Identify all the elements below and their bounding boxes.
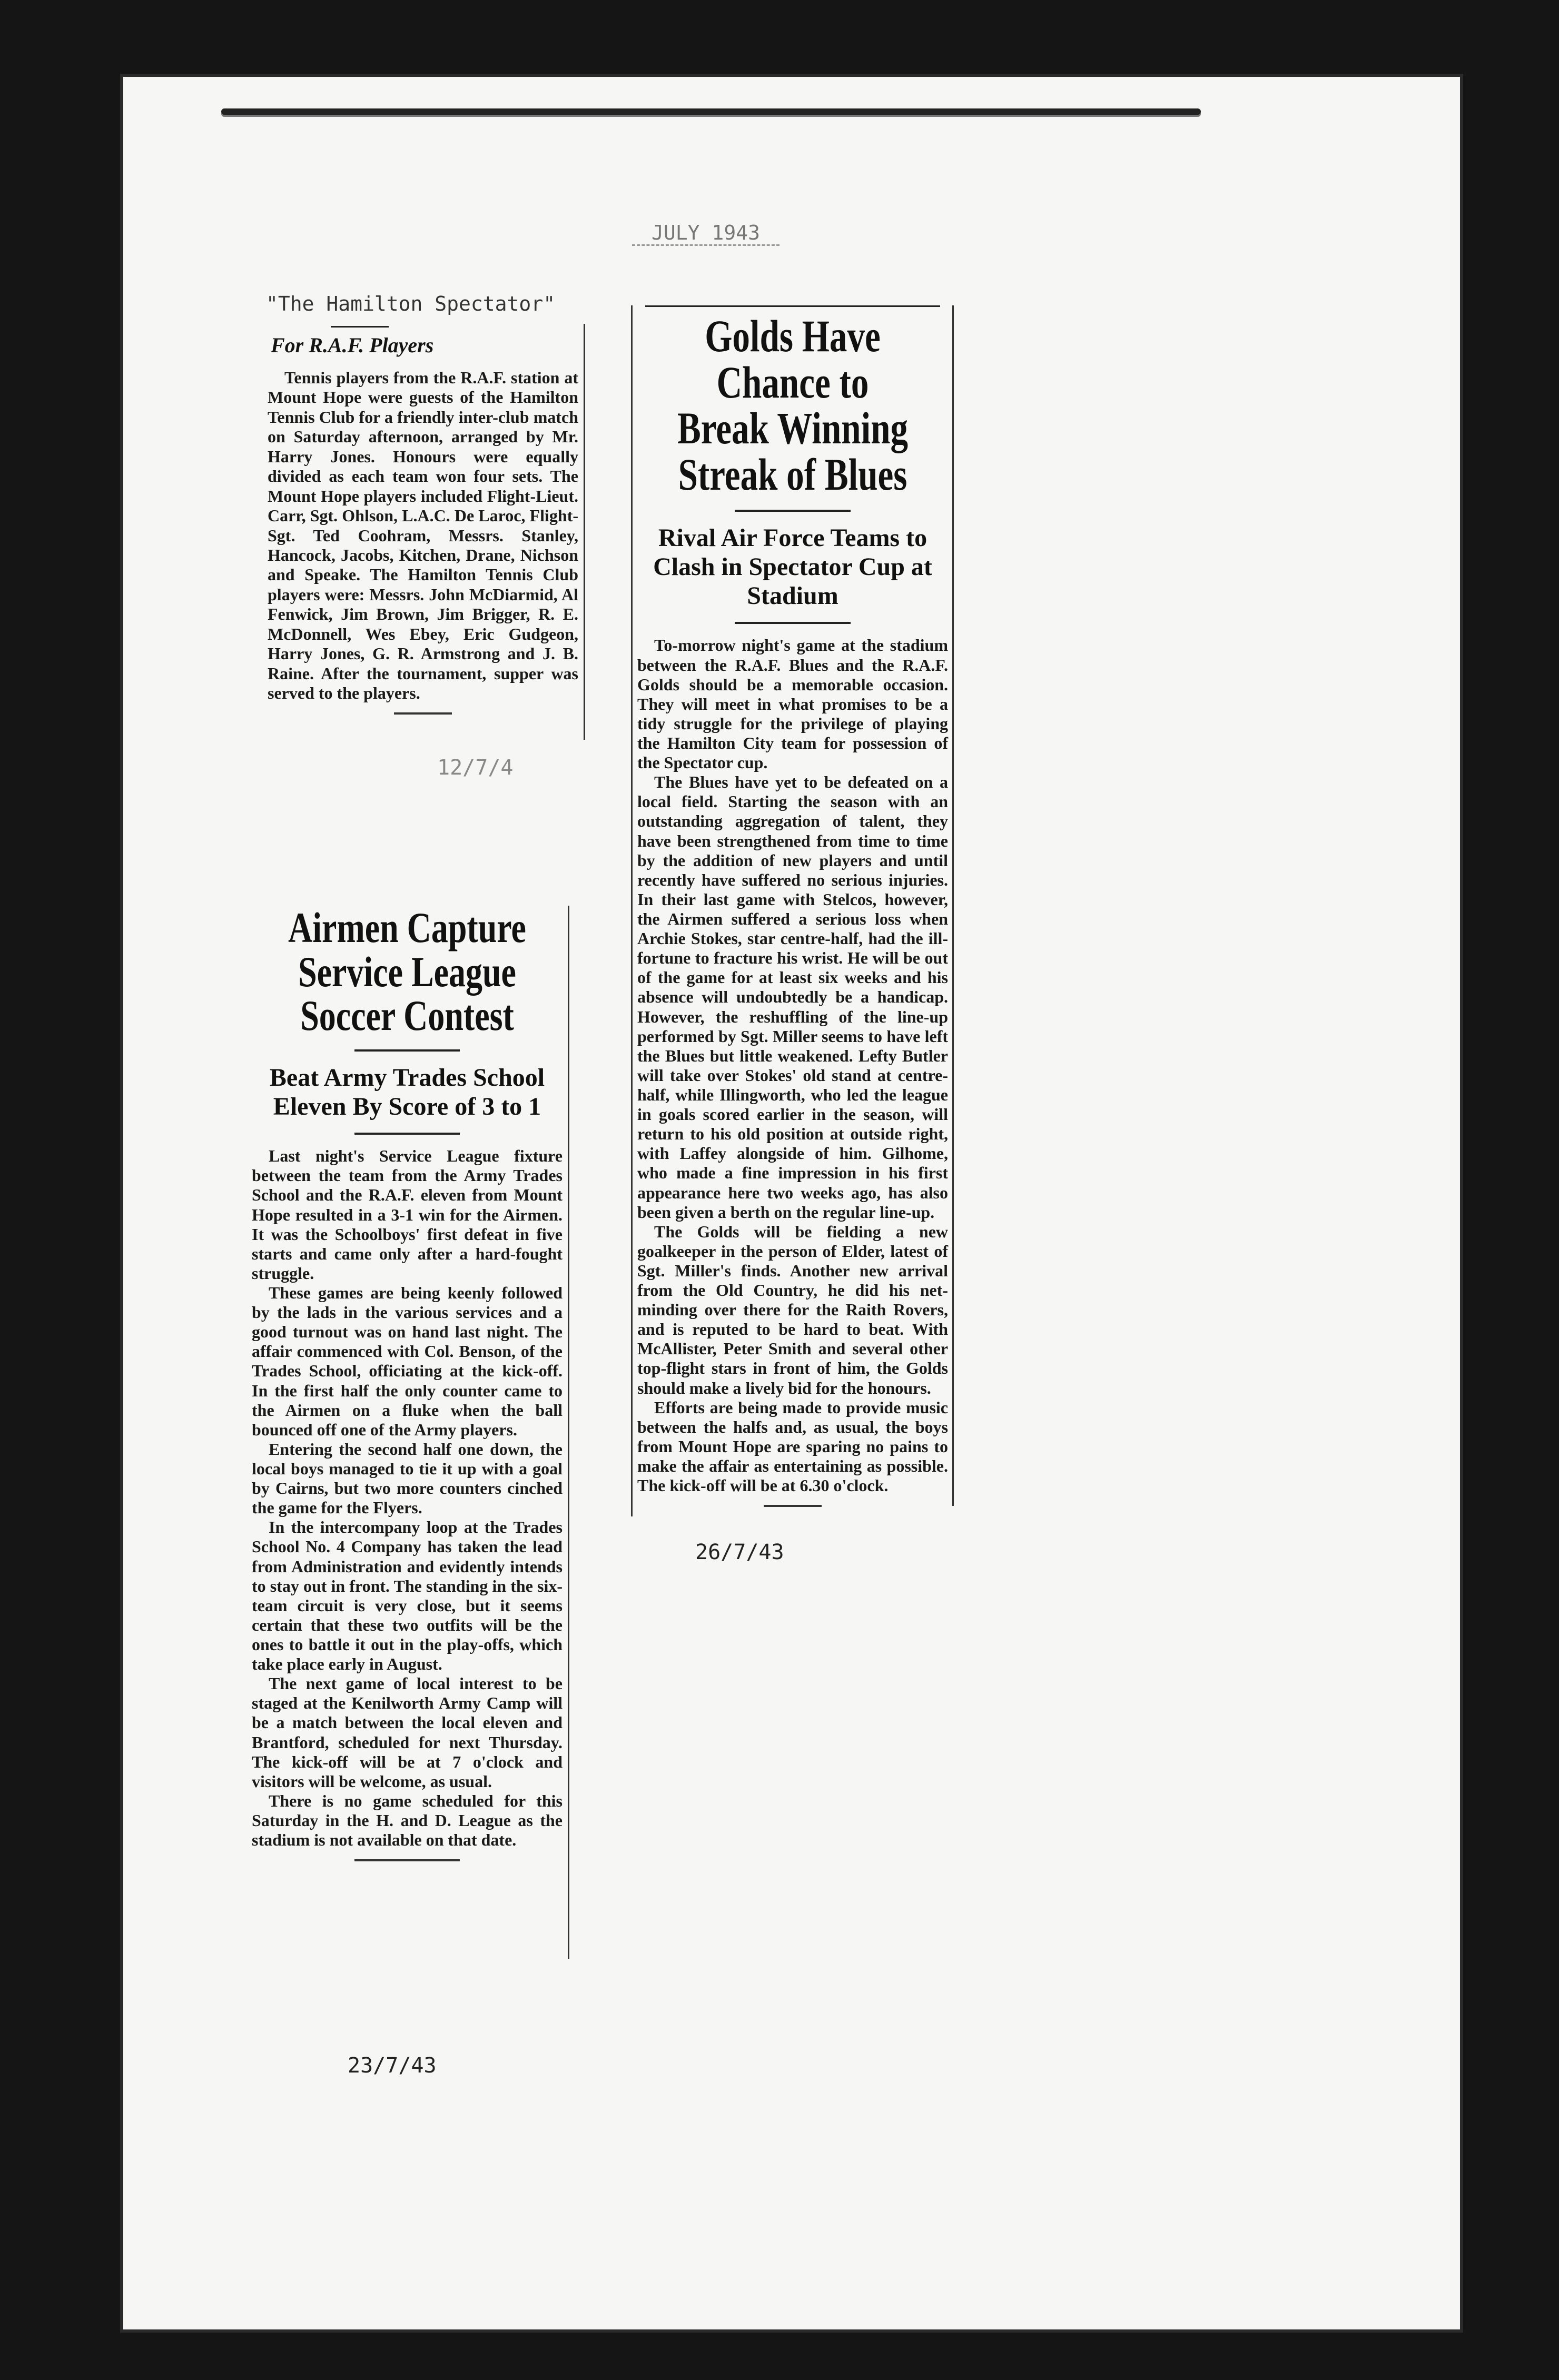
article-paragraph: Efforts are being made to provide music between the halfs and, as usual, the boys from Mount Hope are sparing no pains to make the affair as entertaining as possible. The kick-off will be at 6.30 o'clock. <box>637 1397 948 1495</box>
clipping-kicker: For R.A.F. Players <box>271 333 434 357</box>
article-paragraph: The next game of local interest to be staged at the Kenilworth Army Camp will be a match between the local eleven and Brantford, scheduled for next Thursday. The kick-off will be at 7 o'clock and visitors will be welcome, as usual. <box>252 1674 563 1791</box>
article-body <box>252 1146 563 1850</box>
article-paragraph: In the intercompany loop at the Trades School No. 4 Company has taken the lead from Administration and evidently intends to stay out in front. The standing in the six-team circuit is very close, but it seems certain that these two outfits will be the ones to battle it out in the play-offs, which take place early in August. <box>252 1518 563 1674</box>
clipping-date: 26/7/43 <box>695 1540 784 1564</box>
article-paragraph: To-morrow night's game at the stadium between the R.A.F. Blues and the R.A.F. Golds should be a memorable occasion. They will meet in what promises to be a tidy struggle for the privilege of playing the Hamilton City team for possession of the Spectator cup. <box>637 636 948 772</box>
article-paragraph: Tennis players from the R.A.F. station at Mount Hope were guests of the Hamilton Tennis Club for a friendly inter-club match on Saturday afternoon, arranged by Mr. Harry Jones. Honours were equally divided as each team won four sets. The Mount Hope players included Flight-Lieut. Carr, Sgt. Ohlson, L.A.C. De Laroc, Flight-Sgt. Ted Coohram, Messrs. Stanley, Hancock, Jacobs, Kitchen, Drane, Nichson and Speake. The Hamilton Tennis Club players were: Messrs. John McDiarmid, Al Fenwick, Jim Brown, Jim Brigger, R. E. McDonnell, Wes Ebey, Eric Gudgeon, Harry Jones, G. R. Armstrong and J. B. Raine. After the tournament, supper was served to the players. <box>268 368 578 702</box>
clipping-golds-blues <box>637 305 948 1507</box>
subhead-rule <box>735 622 851 624</box>
article-paragraph: There is no game scheduled for this Saturday in the H. and D. League as the stadium is not available on that date. <box>252 1791 563 1850</box>
top-clip-rule <box>645 305 940 307</box>
article-paragraph: The Blues have yet to be defeated on a local field. Starting the season with an outstanding aggregation of talent, they have been strengthened from time to time by the addition of new players and until recently have suffered no serious injuries. In their last game with Stelcos, however, the Airmen suffered a serious loss when Archie Stokes, star centre-half, had the ill-fortune to fracture his wrist. He will be out of the game for at least six weeks and his absence will undoubtedly be a handicap. However, the reshuffling of the line-up performed by Sgt. Miller seems to have left the Blues but little weakened. Lefty Butler will take over Stokes' old stand at centre-half, while Illingworth, who led the league in goals scored earlier in the season, will return to his old position at outside right, with Laffey alongside of him. Gilhome, who made a fine impression in his first appearance here two weeks ago, has also been given a berth on the regular line-up. <box>637 772 948 1222</box>
page-date-stamp: JULY 1943 <box>632 221 780 246</box>
clipping-raf-tennis <box>268 324 578 715</box>
clipping-date: 23/7/43 <box>348 2054 437 2078</box>
article-paragraph: These games are being keenly followed by the lads in the various services and a good turnout was on hand last night. The affair commenced with Col. Benson, of the Trades School, officiating at the kick-off. In the first half the only counter came to the Airmen on a fluke when the ball bounced off one of the Army players. <box>252 1283 563 1439</box>
column-rule <box>568 906 569 1959</box>
headline-rule <box>735 510 851 512</box>
end-rule <box>394 712 452 715</box>
article-paragraph: The Golds will be fielding a new goalkeeper in the person of Elder, latest of Sgt. Miller's finds. Another new arrival from the Old Country, he did his net-minding over there for the Raith Rovers, and is reputed to be hard to beat. With McAllister, Peter Smith and several other top-flight stars in front of him, the Golds should make a lively bid for the honours. <box>637 1222 948 1397</box>
headline-rule <box>354 1049 460 1052</box>
headline: Airmen Capture Service League Soccer Contest <box>288 904 526 1040</box>
article-paragraph: Entering the second half one down, the local boys managed to tie it up with a goal by Cairns, but two more counters cinched the game for the Flyers. <box>252 1439 563 1518</box>
article-paragraph: Last night's Service League fixture between the team from the Army Trades School and the R.A.F. eleven from Mount Hope resulted in a 3-1 win for the Airmen. It was the Schoolboys' first defeat in five starts and came only after a hard-fought struggle. <box>252 1146 563 1283</box>
column-rule <box>584 324 585 740</box>
subheadline: Beat Army Trades School Eleven By Score of 3 to 1 <box>269 1063 545 1121</box>
clipping-date: 12/7/4 <box>437 756 514 780</box>
end-rule <box>764 1505 822 1507</box>
subheadline: Rival Air Force Teams to Clash in Spectator Cup at Stadium <box>653 523 932 610</box>
column-rule <box>952 305 954 1506</box>
article-body <box>637 636 948 1495</box>
column-rule <box>631 305 633 1516</box>
top-rule <box>221 108 1201 115</box>
subhead-rule <box>354 1133 460 1135</box>
clipping-airmen-soccer <box>252 906 563 1861</box>
source-label: "The Hamilton Spectator" <box>266 292 556 315</box>
headline: Golds Have Chance to Break Winning Streak of Blues <box>677 311 909 500</box>
short-rule <box>331 326 389 328</box>
article-body <box>268 368 578 703</box>
end-rule <box>354 1859 460 1861</box>
